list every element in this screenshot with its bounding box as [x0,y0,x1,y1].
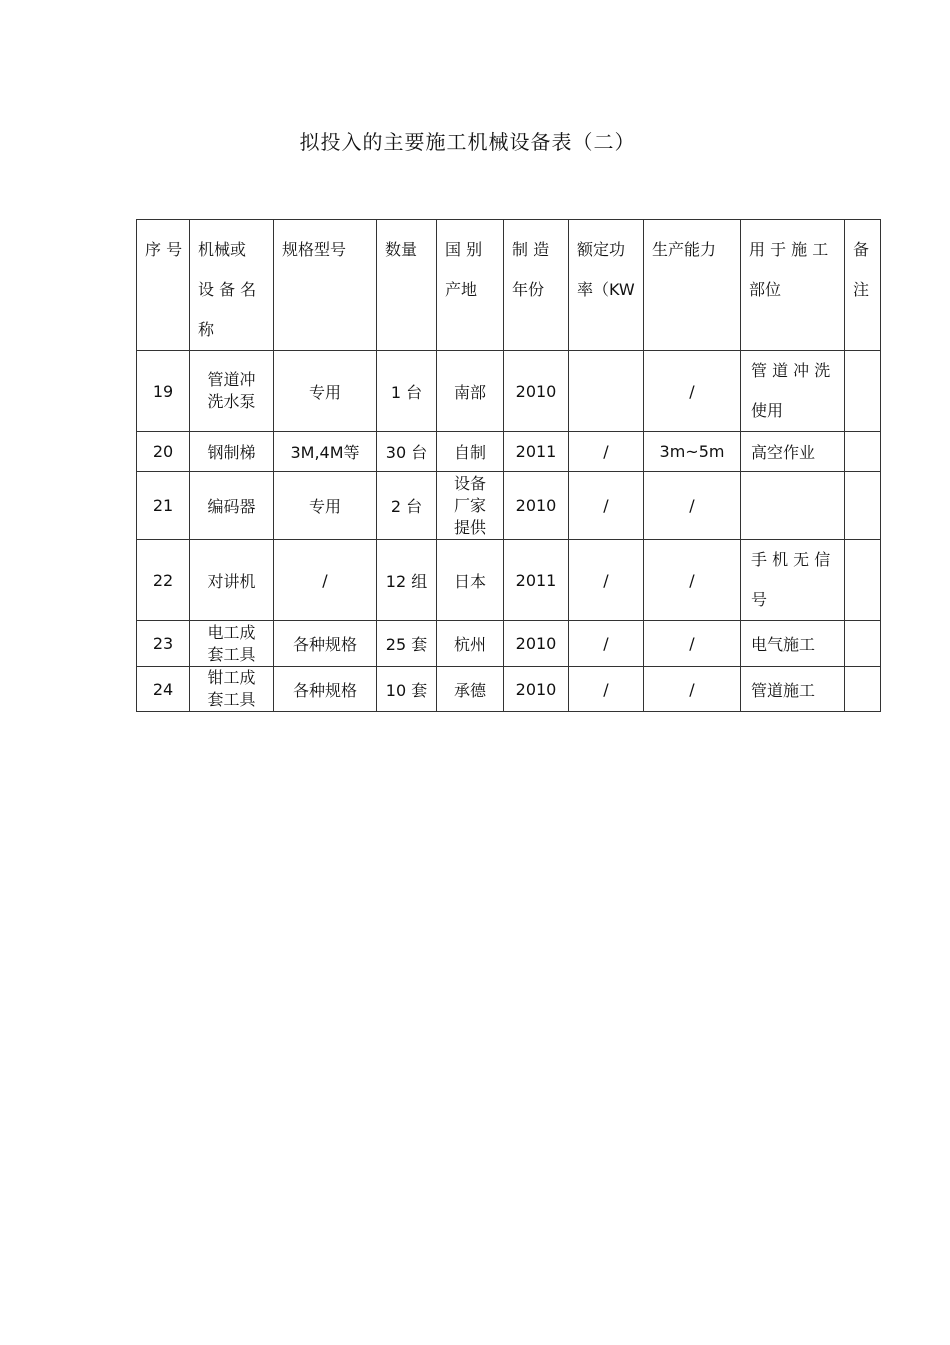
header-seq: 序 号 [137,220,190,351]
header-origin: 国 别 产地 [437,220,504,351]
table-row [137,432,881,472]
cell-year: 2010 [504,621,569,667]
cell-year: 2011 [504,432,569,472]
equipment-table [136,219,881,712]
cell-qty: 10 套 [377,667,437,712]
cell-qty: 12 组 [377,540,437,621]
cell-remark [845,472,881,540]
table-row [137,472,881,540]
cell-name: 钳工成套工具 [190,667,274,712]
header-usage: 用 于 施 工 部位 [741,220,845,351]
cell-usage [741,472,845,540]
cell-remark [845,540,881,621]
cell-usage: 手 机 无 信 号 [741,540,845,621]
cell-seq: 19 [137,351,190,432]
cell-remark [845,621,881,667]
cell-capacity: / [644,472,741,540]
cell-origin: 自制 [437,432,504,472]
cell-origin: 杭州 [437,621,504,667]
cell-remark [845,667,881,712]
cell-seq: 24 [137,667,190,712]
cell-power: / [569,472,644,540]
cell-usage: 管道施工 [741,667,845,712]
cell-year: 2010 [504,472,569,540]
cell-qty: 25 套 [377,621,437,667]
cell-origin: 南部 [437,351,504,432]
cell-spec: 各种规格 [274,621,377,667]
cell-power: / [569,540,644,621]
table-row [137,540,881,621]
cell-power [569,351,644,432]
page-title: 拟投入的主要施工机械设备表（二） [299,130,636,154]
cell-year: 2010 [504,351,569,432]
header-spec: 规格型号 [274,220,377,351]
cell-year: 2010 [504,667,569,712]
cell-spec: 3M,4M等 [274,432,377,472]
cell-spec: / [274,540,377,621]
table-row [137,351,881,432]
header-year: 制 造 年份 [504,220,569,351]
cell-spec: 专用 [274,472,377,540]
cell-capacity: / [644,351,741,432]
cell-origin: 承德 [437,667,504,712]
cell-seq: 21 [137,472,190,540]
cell-power: / [569,621,644,667]
cell-usage: 管 道 冲 洗 使用 [741,351,845,432]
cell-spec: 各种规格 [274,667,377,712]
cell-usage: 高空作业 [741,432,845,472]
cell-qty: 1 台 [377,351,437,432]
cell-remark [845,351,881,432]
cell-name: 电工成套工具 [190,621,274,667]
cell-seq: 22 [137,540,190,621]
table-row [137,621,881,667]
cell-capacity: / [644,621,741,667]
cell-qty: 30 台 [377,432,437,472]
cell-capacity: / [644,540,741,621]
cell-power: / [569,432,644,472]
table-row [137,667,881,712]
cell-name: 对讲机 [190,540,274,621]
cell-capacity: / [644,667,741,712]
cell-spec: 专用 [274,351,377,432]
cell-seq: 20 [137,432,190,472]
header-name: 机械或 设 备 名 称 [190,220,274,351]
header-capacity: 生产能力 [644,220,741,351]
cell-qty: 2 台 [377,472,437,540]
cell-remark [845,432,881,472]
header-power: 额定功率（KW [569,220,644,351]
header-qty: 数量 [377,220,437,351]
cell-origin: 日本 [437,540,504,621]
cell-usage: 电气施工 [741,621,845,667]
cell-name: 管道冲洗水泵 [190,351,274,432]
cell-power: / [569,667,644,712]
cell-year: 2011 [504,540,569,621]
cell-capacity: 3m~5m [644,432,741,472]
header-remark: 备 注 [845,220,881,351]
table-header-row [137,220,881,351]
cell-name: 钢制梯 [190,432,274,472]
cell-seq: 23 [137,621,190,667]
cell-name: 编码器 [190,472,274,540]
cell-origin: 设备厂家提供 [437,472,504,540]
